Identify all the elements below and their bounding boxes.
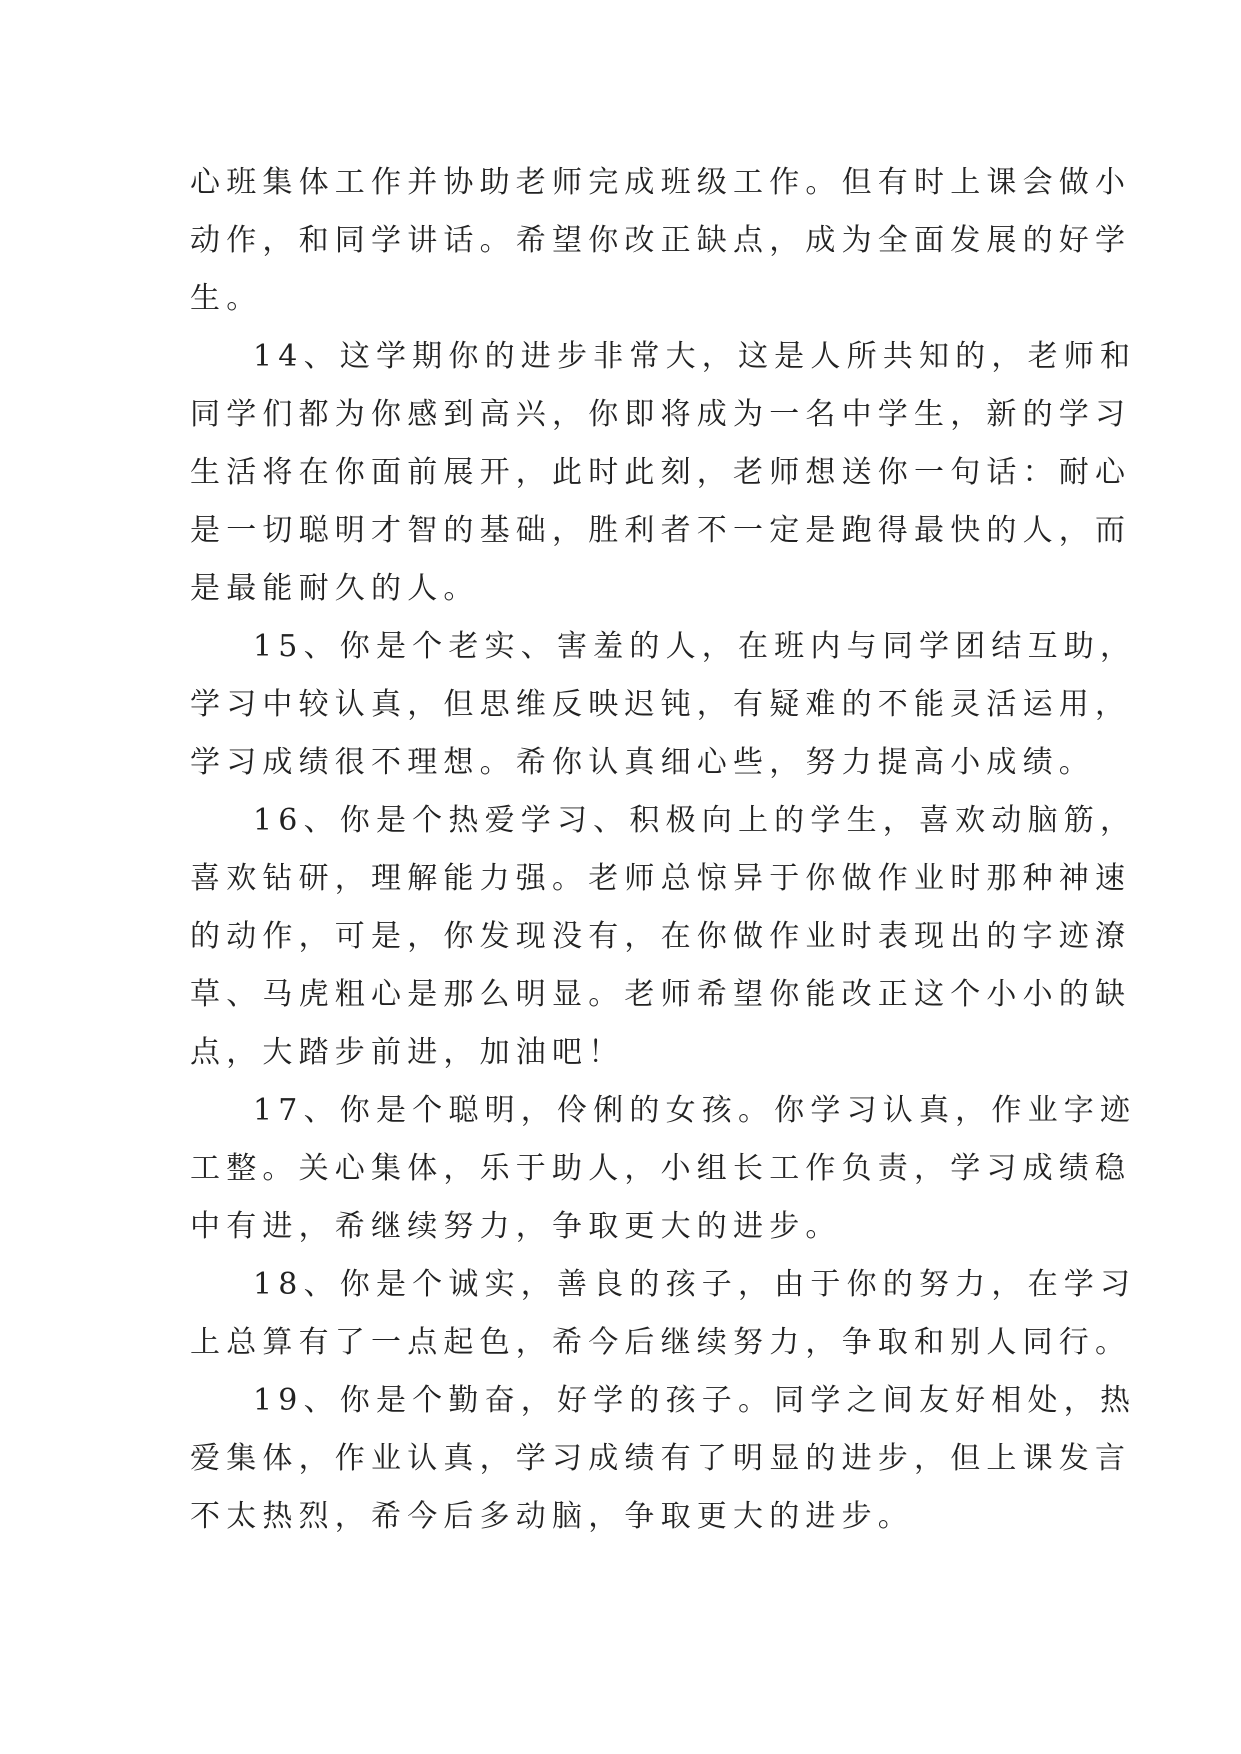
text-line: 的动作，可是，你发现没有，在你做作业时表现出的字迹潦	[190, 919, 1132, 954]
comment-14-first-line: 14、这学期你的进步非常大，这是人所共知的，老师和	[253, 339, 1137, 374]
text-line: 草、马虎粗心是那么明显。老师希望你能改正这个小小的缺	[190, 977, 1132, 1012]
text-line: 中有进，希继续努力，争取更大的进步。	[190, 1209, 842, 1244]
comment-19-first-line: 19、你是个勤奋，好学的孩子。同学之间友好相处，热	[253, 1383, 1137, 1418]
text-line: 同学们都为你感到高兴，你即将成为一名中学生，新的学习	[190, 397, 1132, 432]
text-line: 工整。关心集体，乐于助人，小组长工作负责，学习成绩稳	[190, 1151, 1132, 1186]
text-line: 上总算有了一点起色，希今后继续努力，争取和别人同行。	[190, 1325, 1132, 1360]
text-line: 点，大踏步前进，加油吧！	[190, 1035, 625, 1070]
comment-15-first-line: 15、你是个老实、害羞的人，在班内与同学团结互助，	[253, 629, 1137, 664]
text-line: 学习中较认真，但思维反映迟钝，有疑难的不能灵活运用，	[190, 687, 1132, 722]
text-line: 心班集体工作并协助老师完成班级工作。但有时上课会做小	[190, 165, 1132, 200]
text-line: 动作，和同学讲话。希望你改正缺点，成为全面发展的好学	[190, 223, 1132, 258]
text-line: 不太热烈，希今后多动脑，争取更大的进步。	[190, 1499, 914, 1534]
text-line: 生活将在你面前展开，此时此刻，老师想送你一句话：耐心	[190, 455, 1132, 490]
text-line: 爱集体，作业认真，学习成绩有了明显的进步，但上课发言	[190, 1441, 1132, 1476]
text-line: 是最能耐久的人。	[190, 571, 480, 606]
text-line: 喜欢钻研，理解能力强。老师总惊异于你做作业时那种神速	[190, 861, 1132, 896]
comment-17-first-line: 17、你是个聪明，伶俐的女孩。你学习认真，作业字迹	[253, 1093, 1137, 1128]
text-line: 学习成绩很不理想。希你认真细心些，努力提高小成绩。	[190, 745, 1095, 780]
text-line: 是一切聪明才智的基础，胜利者不一定是跑得最快的人，而	[190, 513, 1132, 548]
comment-18-first-line: 18、你是个诚实，善良的孩子，由于你的努力，在学习	[253, 1267, 1137, 1302]
comment-16-first-line: 16、你是个热爱学习、积极向上的学生，喜欢动脑筋，	[253, 803, 1137, 838]
text-line: 生。	[190, 281, 263, 316]
